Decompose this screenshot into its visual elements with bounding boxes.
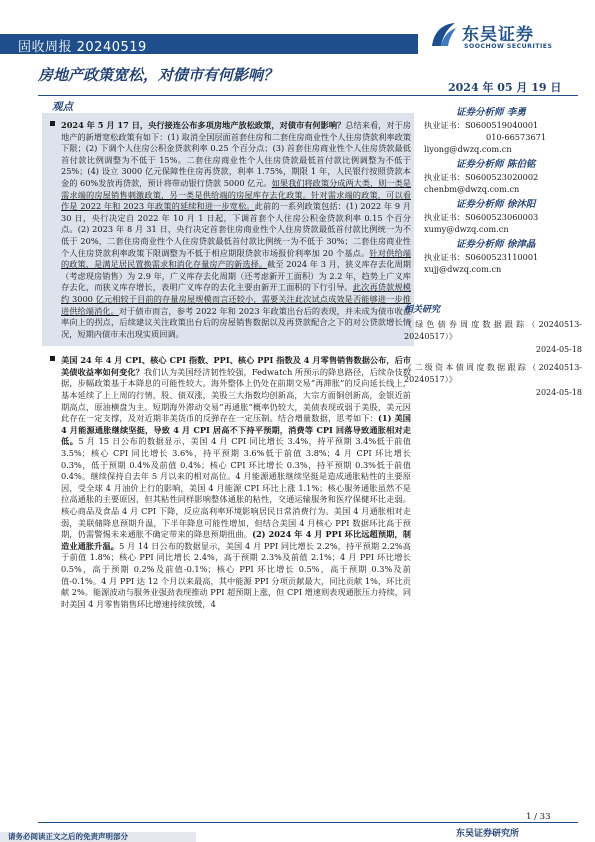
underlined-text: 此次再贷款规模约 3000 亿元相较于目前的存量房屋规模而言还较小，需要关注此次试点成效是否能够进一步推进供给端消化。: [61, 282, 411, 316]
body-text: 此前的一系列政策包括：(1) 2022 年 9 月 30 日，央行决定自 2022 年 10 月 1 日起，下调首套个人住房公积金贷款利率 0.15 个百分点。(2) 2023 年 8 月 31 日，央行决定首套住房商业性个人住房贷款最低首付款比例统一为不低于 20%，二套住房商业性个人住房贷款最低首付款比例统一为不低于 30%；二套住房商业性个人住房贷款利率政策下限调整为不低于相应期限贷款市场报价利率加 20 个基点。: [61, 201, 411, 258]
firm-name: 东吴证券研究所: [456, 829, 520, 839]
related-link[interactable]: 《二级资本债周度数据跟踪（20240513-20240517）》: [404, 363, 582, 384]
body-text: 我们认为美国经济韧性较强，Fedwatch 所预示的降息路径，后续杂伎数据，步幅政策基于本降息的可能性较大。海外整体上仍处在前期交易“再滞胀”的反向延长线上，基本延续了上上周的行情，股、债双涨，美股三大指数均创新高，大宗方面铜创新高，金银近前期高点，原油横盘为主。短期海外滞动交易“再通胀”概率仍较大，美债表现或弱于美股，美元因此存在一定支撑，及对近期非美货币的反弹存在一定压制。结合增量数据，思考如下：: [61, 366, 411, 424]
main-content: [42, 113, 414, 825]
report-title: 房地产政策宽松，对债市有何影响？: [38, 66, 279, 84]
lead-question-2: 美国 24 年 4 月 CPI、核心 CPI 指数、PPI、核心 PPI 指数及 4 月零售销售数据公布，后市美债收益率如何变化？: [61, 355, 411, 377]
analyst-cert: 执业证书：S0600523020002: [424, 172, 539, 182]
analyst-title: 证券分析师 徐沐阳: [456, 199, 536, 210]
summary-paragraph-1: [42, 113, 414, 346]
report-rubric: 固收周报 20240519: [18, 40, 147, 55]
body-text: 5 月 14 日公布的数据显示，美国 4 月 PPI 同比增长 2.2%，持平预期 2.2%高于前值 1.8%；核心 PPI 同比增长 2.4%，高于预期 2.3%及前值 2.1%；4 月 PPI 环比增长 0.5%，高于预期 0.2%及前值-0.1%；核心 PPI 环比增长 0.5%，高于预期 0.3%及前值-0.1%。4 月 PPI 达 12 个月以来最高，其中能源 PPI 分项贡献最大，同比贡献 1%，环比贡献 2%。能源波动与服务业强劲表现推动 PPI 超预期上涨，但 CPI 增速则表现通胀压力持续，同时美国 4 月零售销售环比增速持续放缓，4: [61, 540, 412, 609]
analyst-phone: 010-66573671: [486, 132, 547, 142]
body-text: 5 月 15 日公布的数据显示，美国 4 月 CPI 同比增长 3.4%，持平预期 3.4%低于前值 3.5%；核心 CPI 同比增长 3.6%，持平预期 3.6%低于前值 3.8%；4 月 CPI 环比增长 0.3%，低于预期 0.4%及前值 0.4%；核心 CPI 环比增长 0.3%，持平预期 0.3%低于前值 0.4%。继续保持自去年 5 月以来的相对高位。4 月能源通胀继续坚挺是造成通胀粘性的主要原因，受全球 4 月油价上行的影响，美国 4 月能源 CPI 环比上涨 1.1%；核心服务通胀虽然不是拉高通胀的主要原因，但其粘性同样影响整体通胀的粘性，交通运输服务和医疗保健环比走弱。核心商品及食品 4 月 CPI 下降，反应高利率环境影响居民日常消费行为。美国 4 月通胀相对走弱，美联储降息预期升温，下半年降息可能性增加，但结合美国 4 月核心 PPI 数据环比高于预期，仍需警惕未来通胀不确定带来的降息预期扭曲。: [61, 436, 411, 540]
underlined-text: 如果我们将政策分成两大类，则一类是需求端的房屋销售刺激政策，另一类是供给端的房屋库存去化政策。针对需求端的政策，可以看作是 2022 年和 2023 年政策的延续和进一步宽松。: [61, 177, 411, 212]
logo-mark-icon: [428, 20, 458, 50]
analyst-title: 证券分析师 徐津晶: [456, 239, 536, 250]
analyst-entry: [424, 238, 584, 275]
analyst-panel: [424, 106, 584, 278]
analyst-email[interactable]: xujj@dwzq.com.cn: [424, 264, 502, 274]
firm-logo: [428, 18, 588, 62]
analyst-entry: [424, 106, 584, 155]
section-label: 观点: [52, 101, 73, 113]
report-date: 2024 年 05 月 19 日: [448, 81, 562, 94]
related-research: [404, 302, 582, 405]
bold-point: (2) 2024 年 4 月 PPI 环比远超预期，制造业通胀升温。: [61, 529, 411, 551]
header-divider: [38, 95, 578, 96]
bullet-square-icon: [50, 356, 55, 361]
related-link[interactable]: 《绿色债券周度数据跟踪（20240513-20240517）》: [404, 320, 582, 341]
analyst-entry: [424, 198, 584, 235]
logo-name-cn: 东吴证券: [462, 25, 534, 45]
related-title: 相关研究: [404, 305, 441, 315]
lead-question-1: 2024 年 5 月 17 日，央行接连公布多项房地产放松政策，对债市有何影响？: [61, 120, 346, 130]
disclaimer-note: 请务必阅读正文之后的免责声明部分: [0, 832, 196, 842]
related-date: 2024-05-18: [535, 345, 582, 354]
body-text: 对于债市而言，参考 2022 年和 2023 年政策出台后的表现，并未成为债市收益率向上的拐点，后续建议关注政策出台后的房屋销售数据以及再贷款配合之下的对公贷款增长情况，短期内债市未出现实质回调。: [61, 305, 411, 339]
page-number: 1 / 33: [526, 812, 551, 822]
analyst-email[interactable]: xumy@dwzq.com.cn: [424, 224, 509, 234]
underlined-text: 针对供给端的政策，是满足居民置换需求和消化存量房产的新选择。: [61, 247, 411, 270]
analyst-entry: [424, 158, 584, 195]
analyst-cert: 执业证书：S0600523060003: [424, 212, 539, 222]
analyst-cert: 执业证书：S0600519040001: [424, 120, 539, 130]
analyst-email[interactable]: chenbm@dwzq.com.cn: [424, 184, 520, 194]
logo-name-en: SOOCHOW SECURITIES: [464, 43, 553, 50]
body-text: 截至 2024 年 3 月，狭义库存去化周期（考虑现房销售）为 2.9 年，广义库存去化周期（还考虑新开工面积）为 2.2 年，趋势上广义库存去化，而狭义库存增长，表明广义库存的去化主要由新开工面积的下行引导。: [61, 259, 411, 293]
analyst-title: 证券分析师 陈伯铭: [456, 159, 536, 170]
analyst-title: 证券分析师 李勇: [456, 107, 526, 118]
analyst-cert: 执业证书：S0600523110001: [424, 252, 539, 262]
analyst-email[interactable]: liyong@dwzq.com.cn: [424, 144, 512, 154]
summary-paragraph-2: [42, 352, 414, 610]
bullet-square-icon: [50, 121, 55, 126]
bold-point: (1) 美国 4 月能源通胀继续坚挺，导致 4 月 CPI 居高不下持平预期，消费等 CPI 回落导致通胀相对走低。: [61, 413, 411, 447]
related-date: 2024-05-18: [535, 388, 582, 397]
body-text: 总结来看，对于房地产的新增宽松政策有如下：(1) 取消全国层面首套住房和二套住房商业性个人住房贷款利率政策下限；(2) 下调个人住房公积金贷款利率 0.25 个百分点；(3) 首套住房商业性个人住房贷款最低首付款比例调整为不低于 15%。二套住房商业性个人住房贷款最低首付款比例调整为不低于 25%；(4) 设立 3000 亿元保障性住房再贷款，利率 1.75%，期限 1 年，人民银行按照贷款本金的 60%发放再贷款，预计将带动银行贷款 5000 亿元。: [61, 120, 411, 188]
footer-divider: [38, 822, 578, 823]
